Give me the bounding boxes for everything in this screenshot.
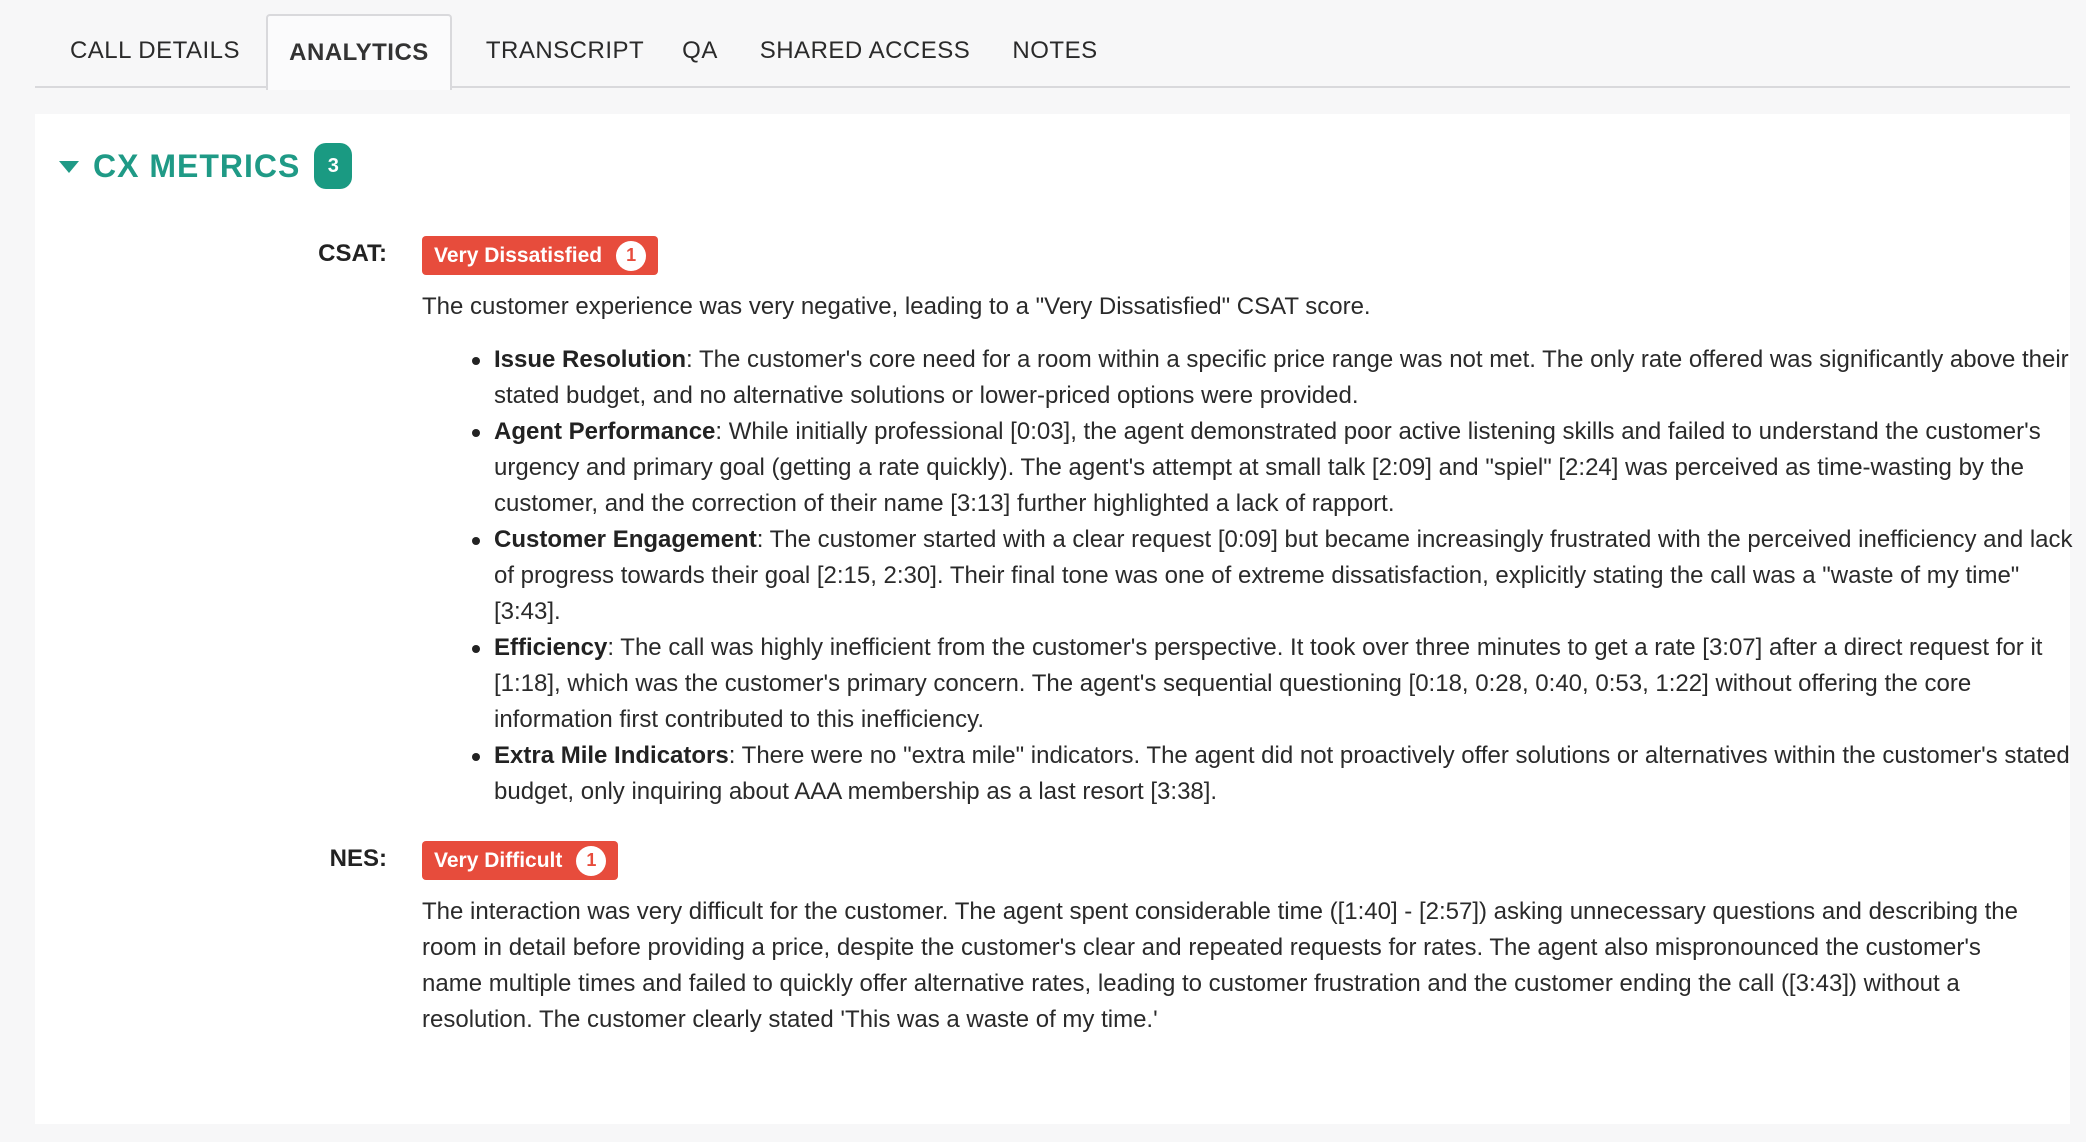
nes-summary: The interaction was very difficult for the customer. The agent spent considerable time ([1:40] - [2:57]) asking unnecessary questions and describing the room in detail before providing a price, despite the customer's clear and repeated requests for rates. The agent also mispronounced the customer's name multiple times and failed to quickly offer alternative rates, leading to customer frustration and the customer ending the call ([3:43]) without a resolution. The customer clearly stated 'This was a waste of my time.' (422, 898, 2018, 1033)
point-title: Issue Resolution (494, 346, 687, 373)
analytics-panel (35, 114, 2073, 1124)
list-item (494, 738, 2074, 810)
tab-transcript[interactable]: TRANSCRIPT (485, 37, 645, 64)
point-text: : While initially professional [0:03], the agent demonstrated poor active listening skills and failed to understand the customer's urgency and primary goal (getting a rate quickly). The agent's attempt at small talk [2:09] and "spiel" [2:24] was perceived as time-wasting by the customer, and the correction of their name [3:13] further highlighted a lack of rapport. (494, 418, 2041, 517)
point-title: Customer Engagement (494, 526, 757, 553)
point-text: : The call was highly inefficient from the customer's perspective. It took over three minutes to get a rate [3:07] after a direct request for it [1:18], which was the customer's primary concern. The agent's sequential questioning [0:18, 0:28, 0:40, 0:53, 1:22] without offering the core information first contributed to this inefficiency. (494, 634, 2043, 733)
csat-label: CSAT: (318, 240, 387, 267)
tab-call-details[interactable]: CALL DETAILS (69, 37, 241, 64)
csat-score: 1 (616, 241, 646, 271)
tab-qa[interactable]: QA (682, 37, 718, 64)
cx-metrics-header[interactable] (59, 136, 352, 196)
point-title: Efficiency (494, 634, 608, 661)
caret-down-icon[interactable] (59, 161, 79, 173)
point-text: : There were no "extra mile" indicators. The agent did not proactively offer solutions or alternatives within the customer's stated budget, only inquiring about AAA membership as a last resort [3:38]. (494, 742, 2070, 805)
list-item (494, 522, 2074, 630)
csat-badge (422, 236, 658, 275)
csat-points-list (494, 342, 2074, 810)
csat-badge-text: Very Dissatisfied (434, 243, 603, 267)
list-item (494, 630, 2074, 738)
point-title: Extra Mile Indicators (494, 742, 729, 769)
list-item (494, 342, 2074, 414)
csat-summary: The customer experience was very negative, leading to a "Very Dissatisfied" CSAT score. (422, 293, 1371, 320)
tab-analytics[interactable]: ANALYTICS (266, 14, 452, 90)
metrics-count-badge: 3 (314, 143, 352, 189)
tab-bar (35, 14, 2070, 88)
list-item (494, 414, 2074, 522)
section-title: CX METRICS (93, 147, 301, 184)
point-title: Agent Performance (494, 418, 716, 445)
nes-score: 1 (576, 846, 606, 876)
nes-badge-text: Very Difficult (434, 848, 563, 872)
nes-label: NES: (329, 845, 387, 872)
point-text: : The customer started with a clear request [0:09] but became increasingly frustrated with the perceived inefficiency and lack of progress towards their goal [2:15, 2:30]. Their final tone was one of extreme dissatisfaction, explicitly stating the call was a "waste of my time" [3:43]. (494, 526, 2073, 625)
tab-notes[interactable]: NOTES (1012, 37, 1098, 64)
point-text: : The customer's core need for a room within a specific price range was not met. The only rate offered was significantly above their stated budget, and no alternative solutions or lower-priced options were provided. (494, 346, 2069, 409)
tab-shared-access[interactable]: SHARED ACCESS (759, 37, 971, 64)
nes-badge (422, 841, 618, 880)
